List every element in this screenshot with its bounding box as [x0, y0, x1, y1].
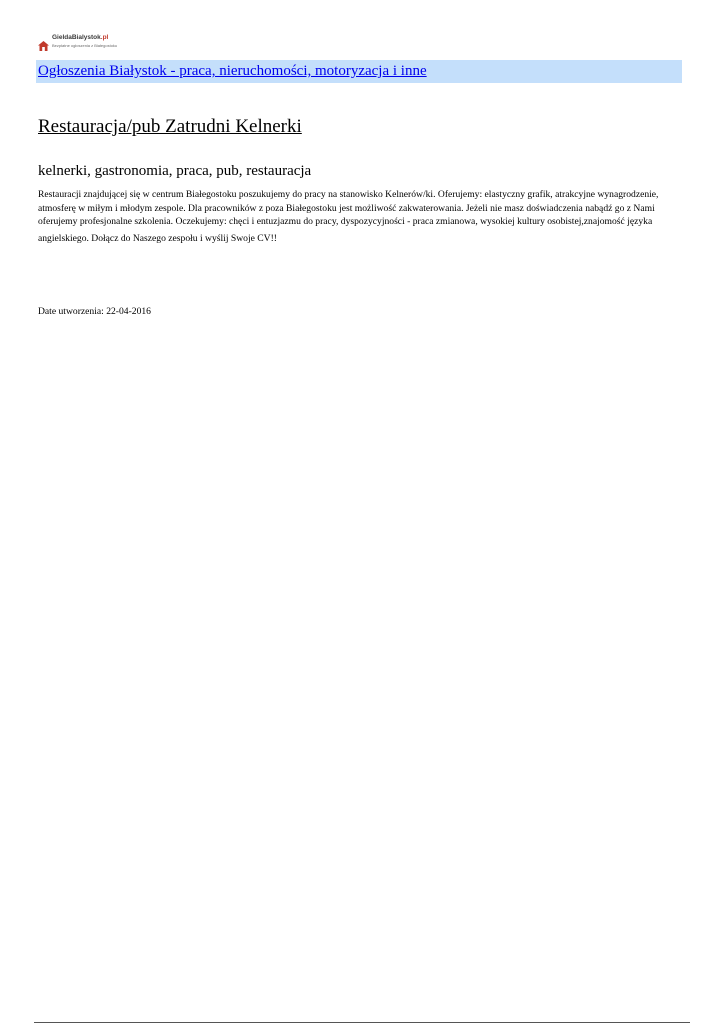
- logo-tld: .pl: [100, 34, 109, 41]
- description-line: oferujemy profesjonalne szkolenia. Oczekujemy: chęci i entuzjazmu do pracy, dyspozycyjności - praca zmianowa, wysokiej kultury osobistej,znajomość języka: [38, 216, 653, 227]
- logo-name: GieldaBialystok: [52, 34, 101, 41]
- created-date: Date utworzenia: 22-04-2016: [38, 306, 151, 317]
- logo-tagline: Bezpłatne ogłoszenia z Białegostoku: [52, 42, 118, 48]
- listing-title: Restauracja/pub Zatrudni Kelnerki: [38, 116, 302, 137]
- home-link[interactable]: Ogłoszenia Białystok - praca, nieruchomości, motoryzacja i inne: [38, 63, 427, 79]
- description-line: angielskiego. Dołącz do Naszego zespołu i wyślij Swoje CV!!: [38, 232, 277, 244]
- footer-divider: [34, 1022, 690, 1023]
- listing-tags: kelnerki, gastronomia, praca, pub, restauracja: [38, 163, 312, 179]
- listing-description: [38, 188, 688, 245]
- house-icon: [38, 38, 49, 48]
- header-bar: [36, 60, 682, 83]
- description-line: Restauracji znajdującej się w centrum Białegostoku poszukujemy do pracy na stanowisko Kelnerów/ki. Oferujemy: elastyczny grafik, atrakcyjne wynagrodzenie,: [38, 189, 659, 200]
- site-logo[interactable]: [38, 35, 128, 51]
- description-line: atmosferę w miłym i młodym zespole. Dla pracowników z poza Białegostoku jest możliwość zakwaterowania. Jeżeli nie masz doświadczenia nabądź go z Nami: [38, 202, 655, 214]
